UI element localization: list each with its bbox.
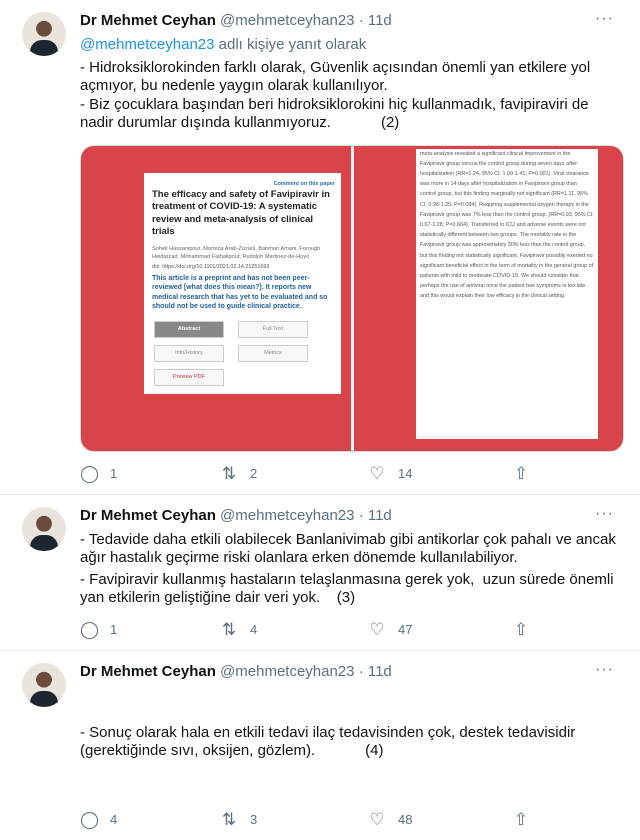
- like-button[interactable]: [368, 464, 412, 484]
- reply-icon: ◯: [80, 809, 100, 829]
- retweet-icon: ⇅: [221, 809, 237, 829]
- more-icon[interactable]: ···: [595, 504, 614, 522]
- tweet-header: [80, 11, 624, 31]
- tweet-media[interactable]: [80, 145, 624, 452]
- more-icon[interactable]: ···: [595, 660, 614, 678]
- tweet-line: - Sonuç olarak hala en etkili tedavi ilaç tedavisinden çok, destek tedavisidir (gerektiğinde sıvı, oksijen, gözlem). (4): [80, 723, 580, 759]
- separator: ·: [358, 506, 364, 524]
- like-count: 48: [398, 811, 413, 827]
- share-icon: ⇧: [513, 619, 529, 639]
- tweet: [0, 651, 640, 840]
- author-name[interactable]: Dr Mehmet Ceyhan: [80, 662, 216, 680]
- paper-screenshot: [144, 173, 341, 394]
- reply-button[interactable]: [80, 620, 117, 640]
- separator: ·: [358, 12, 364, 29]
- tweet-text: [80, 531, 625, 608]
- author-handle[interactable]: @mehmetceyhan23: [220, 506, 355, 524]
- reply-count: 1: [110, 465, 118, 481]
- tweet-header: [80, 662, 624, 682]
- share-button[interactable]: [512, 620, 530, 640]
- retweet-button[interactable]: [220, 464, 257, 484]
- heart-icon: ♡: [369, 809, 385, 829]
- tweet-actions: [80, 620, 540, 640]
- tweet-line: - Favipiravir kullanmış hastaların telaşlanmasına gerek yok, uzun sürede önemli yan etkilerin geliştiğine dair veri yok. (3): [80, 570, 618, 606]
- reply-icon: ◯: [80, 619, 100, 639]
- share-button[interactable]: [512, 810, 530, 830]
- abstract-screenshot: [416, 149, 598, 439]
- share-icon: ⇧: [513, 463, 529, 483]
- reply-count: 4: [110, 811, 118, 827]
- separator: ·: [358, 662, 364, 680]
- author-name[interactable]: Dr Mehmet Ceyhan: [80, 12, 216, 29]
- retweet-count: 2: [250, 465, 258, 481]
- like-button[interactable]: [368, 810, 412, 830]
- paper-doi: doi: https://doi.org/10.1101/2021.02.14.21251693: [152, 263, 270, 270]
- author-handle[interactable]: @mehmetceyhan23: [220, 12, 355, 29]
- tweet: [0, 495, 640, 651]
- more-icon[interactable]: ···: [595, 10, 614, 27]
- reply-button[interactable]: [80, 464, 117, 484]
- paper-title: The efficacy and safety of Favipiravir in treatment of COVID-19: A systematic review and meta-analysis of clinical trials: [152, 188, 330, 237]
- preprint-notice: This article is a preprint and has not been peer-reviewed [what does this mean?]. It reports new medical research that has yet to be evaluated and so should not be used to guide clinical practice.: [152, 274, 328, 310]
- info-history-button: Info/History: [154, 345, 224, 362]
- avatar[interactable]: [22, 12, 66, 56]
- avatar[interactable]: [22, 663, 66, 707]
- heart-icon: ♡: [369, 619, 385, 639]
- timestamp[interactable]: 11d: [367, 662, 392, 680]
- share-button[interactable]: [512, 464, 530, 484]
- tweet-header: [80, 506, 624, 526]
- retweet-button[interactable]: [220, 620, 257, 640]
- tweet-actions: [80, 810, 540, 830]
- author-name[interactable]: Dr Mehmet Ceyhan: [80, 506, 216, 524]
- reply-button[interactable]: [80, 810, 117, 830]
- abstract-text: meta-analysis revealed a significant clinical improvement in the Favipiravir group versus the control group during seven days after hospitalization (RR=1.24, 95% CI: 1.09-1.41; P=0.001). Viral clearance was more in 14 days after hospitalization in Favipiravir group than control group, but this finding marginally not significant (RR=1.11, 95% CI: 0.98-1.25; P=0.094). Requiring supplemental oxygen therapy in the Favipiravir group was 7% less than the control group. (RR=0.93, 95% CI: 0.67-1.28; P=0.664). Transferred to ICU and adverse events were not statistically different between two groups. The mortality rate in the Favipiravir group was approximately 30% less than the control group, but this finding not statistically significant. Favipiravir possibly exerted no significant beneficial effect in the term of mortality in the general group of patients with mild to moderate COVID-19. We should consider that perhaps the use of antiviral once the patient has symptoms is too late and this would explain their low efficacy in the clinical setting.: [420, 150, 594, 300]
- abstract-button: Abstract: [154, 321, 224, 338]
- tweet-actions: [80, 464, 540, 484]
- avatar[interactable]: [22, 507, 66, 551]
- reply-icon: ◯: [80, 463, 100, 483]
- preview-pdf-button: Preview PDF: [154, 369, 224, 386]
- metrics-button: Metrics: [238, 345, 308, 362]
- share-icon: ⇧: [513, 809, 529, 829]
- like-count: 14: [398, 465, 413, 481]
- reply-to-label: adlı kişiye yanıt olarak: [214, 36, 367, 53]
- retweet-count: 3: [250, 811, 258, 827]
- author-handle[interactable]: @mehmetceyhan23: [220, 662, 355, 680]
- timestamp[interactable]: 11d: [367, 12, 392, 29]
- timestamp[interactable]: 11d: [367, 506, 392, 524]
- full-text-button: Full Text: [238, 321, 308, 338]
- like-count: 47: [398, 621, 413, 637]
- tweet-line: - Hidroksiklorokinden farklı olarak, Güvenlik açısından önemli yan etkilere yol açmıyor, bu nedenle yaygın olarak kullanılıyor.: [80, 58, 591, 94]
- tweet-line: - Biz çocuklara başından beri hidroksiklorokini hiç kullanmadık, favipiraviri de nadir durumlar dışında kullanmıyoruz. (2): [80, 95, 593, 131]
- tweet-line: - Tedavide daha etkili olabilecek Banlanivimab gibi antikorlar çok pahalı ve ancak ağır hastalık geçirme riski olanlara erken dönemde kullanılabiliyor.: [80, 530, 616, 566]
- paper-authors: Soheil Hassanipour, Morteza Arab-Zozani, Bahman Amani, Forough Heidarzad, Mohammad Fathalipour, Rudolph Martinez-de-Hoyo: [152, 245, 321, 260]
- paper-buttons: [154, 321, 331, 386]
- heart-icon: ♡: [369, 463, 385, 483]
- retweet-count: 4: [250, 621, 258, 637]
- comment-link: Comment on this paper: [273, 180, 335, 187]
- reply-count: 1: [110, 621, 118, 637]
- like-button[interactable]: [368, 620, 412, 640]
- media-divider: [351, 146, 354, 451]
- retweet-icon: ⇅: [221, 619, 237, 639]
- reply-to-link[interactable]: @mehmetceyhan23: [80, 36, 215, 53]
- tweet-text: [80, 36, 625, 133]
- retweet-icon: ⇅: [221, 463, 237, 483]
- tweet-text: [80, 687, 625, 798]
- retweet-button[interactable]: [220, 810, 257, 830]
